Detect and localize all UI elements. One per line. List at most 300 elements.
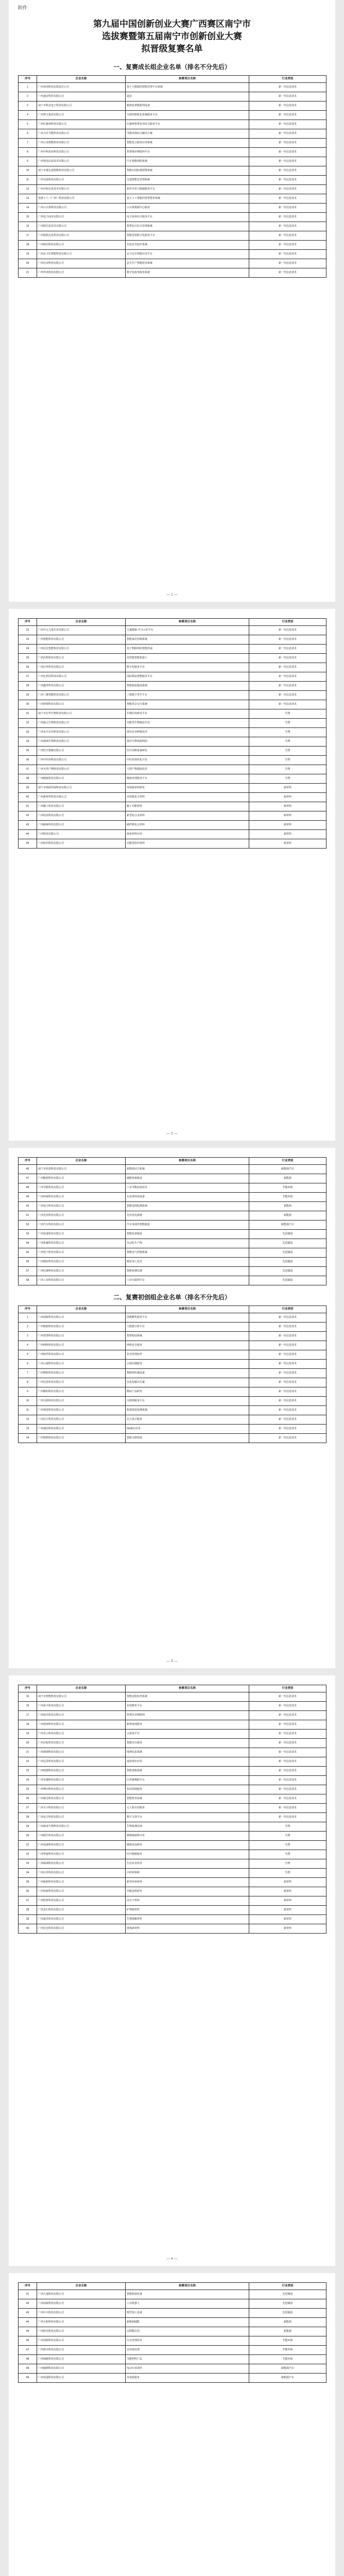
table-row	[19, 176, 326, 185]
table-row	[19, 691, 326, 700]
cell-company: 南宁市宏华生物科技有限公司	[37, 709, 126, 719]
cell-project: 地理信息系统	[126, 1748, 249, 1757]
cell-company: 广西碳素科技有限公司	[37, 821, 126, 830]
cell-company: 广西新源科技有限公司	[37, 1878, 126, 1887]
cell-industry: 新一代信息技术	[249, 166, 326, 176]
cell-industry: 新一代信息技术	[249, 148, 326, 157]
table-row	[19, 1822, 326, 1832]
cell-industry: 新一代信息技术	[249, 1425, 326, 1434]
cell-industry: 新一代信息技术	[249, 654, 326, 663]
cell-project: 生物检测试剂	[126, 1822, 249, 1832]
table-row	[19, 1692, 326, 1702]
cell-company: 广西嘉禾科技有限公司	[37, 1915, 126, 1924]
document-page-3	[9, 1148, 335, 1668]
table-row	[19, 1711, 326, 1720]
cell-no: 38	[19, 1906, 37, 1915]
cell-no: 9	[19, 1387, 37, 1397]
table-row	[19, 1313, 326, 1323]
table-row	[19, 1767, 326, 1776]
header-project: 参赛项目名称	[126, 2283, 249, 2290]
cell-industry: 新一代信息技术	[249, 1341, 326, 1350]
cell-company: 广西源生科技有限公司	[37, 1832, 126, 1841]
cell-company: 广西远景科技有限公司	[37, 1757, 126, 1767]
table-row	[19, 1165, 326, 1174]
header-no: 序号	[19, 619, 37, 626]
cell-company: 广西启航科技有限公司	[37, 1739, 126, 1748]
cell-company: 广西汉华科技有限公司	[37, 663, 126, 672]
cell-no: 31	[19, 709, 37, 719]
cell-project: 建筑新材料	[126, 1924, 249, 1934]
cell-no: 7	[19, 139, 37, 148]
table-row	[19, 129, 326, 139]
cell-company: 广西大通科技有限公司	[37, 2290, 126, 2299]
cell-company: 广西物联科技有限公司	[37, 1369, 126, 1378]
table-row	[19, 1841, 326, 1850]
cell-company: 广西仪器科技有限公司	[37, 1267, 126, 1276]
table-row	[19, 1757, 326, 1767]
table-row	[19, 1850, 326, 1859]
table-row	[19, 259, 326, 268]
cell-industry: 生物	[249, 1869, 326, 1878]
cell-company: 广西环保科技有限公司	[37, 1193, 126, 1202]
cell-no: 27	[19, 1804, 37, 1813]
cell-industry: 新一代信息技术	[249, 691, 326, 700]
cell-industry: 新一代信息技术	[249, 213, 326, 222]
table-row	[19, 635, 326, 645]
cell-company: 广西青云科技有限公司	[37, 1730, 126, 1739]
cell-company: 广西高新科技有限公司	[37, 2299, 126, 2309]
cell-industry: 新一代信息技术	[249, 120, 326, 129]
table-row	[19, 1776, 326, 1785]
table-row	[19, 663, 326, 672]
table-row	[19, 241, 326, 250]
cell-company: 广西恒通科技有限公司	[37, 2374, 126, 2383]
section-startup-title: 二、复赛初创组企业名单（排名不分先后）	[113, 1294, 231, 1301]
header-industry: 行业类别	[249, 1306, 326, 1313]
table-row	[19, 1425, 326, 1434]
cell-project: 数字化服务平台	[126, 663, 249, 672]
cell-project: 北斗定位智能应用平台	[126, 250, 249, 259]
table-row	[19, 1859, 326, 1869]
cell-industry: 新一代信息技术	[249, 1730, 326, 1739]
cell-project: 软件开发与数据服务平台	[126, 185, 249, 194]
cell-industry: 节能环保	[249, 2355, 326, 2364]
cell-no: 31	[19, 1841, 37, 1850]
cell-no: 34	[19, 1869, 37, 1878]
table-row	[19, 1794, 326, 1804]
cell-company: 广西驰骋科技有限公司	[37, 2364, 126, 2374]
table-row	[19, 1720, 326, 1730]
cell-no: 24	[19, 645, 37, 654]
table-row	[19, 1887, 326, 1896]
cell-no: 45	[19, 2327, 37, 2336]
table-row	[19, 2364, 326, 2374]
cell-company: 广西卓越科技有限公司	[37, 1776, 126, 1785]
table-row	[19, 728, 326, 737]
cell-no: 4	[19, 111, 37, 120]
cell-project: 纳米材料应用	[126, 830, 249, 839]
cell-no: 32	[19, 719, 37, 728]
cell-project: 电子商务综合服务平台	[126, 213, 249, 222]
cell-no: 23	[19, 1767, 37, 1776]
table-row	[19, 1415, 326, 1425]
cell-no: 18	[19, 241, 37, 250]
cell-no: 49	[19, 2364, 37, 2374]
cell-no: 50	[19, 2374, 37, 2383]
cell-project: 创新孵化服务平台	[126, 1313, 249, 1323]
cell-project: 智能装备制造	[126, 1230, 249, 1239]
table-row	[19, 737, 326, 747]
cell-industry: 新一代信息技术	[249, 1332, 326, 1341]
table-row	[19, 784, 326, 793]
table-row	[19, 802, 326, 811]
title-line-1: 第九届中国创新创业大赛广西赛区南宁市	[93, 19, 251, 29]
table-row	[19, 1323, 326, 1332]
table-row	[19, 204, 326, 213]
cell-no: 25	[19, 1785, 37, 1794]
cell-industry: 新一代信息技术	[249, 626, 326, 635]
cell-company: 南宁市睿亿通智能科技有限公司	[37, 166, 126, 176]
cell-project: 智能客服系统	[126, 1767, 249, 1776]
table-row	[19, 774, 326, 784]
cell-no: 46	[19, 2336, 37, 2346]
startup-table-part3	[18, 2282, 326, 2383]
cell-industry: 新一代信息技术	[249, 1757, 326, 1767]
header-company: 企业名称	[37, 1306, 126, 1313]
cell-project: 储能系统集成	[126, 1174, 249, 1183]
cell-industry: 新能源汽车	[249, 2374, 326, 2383]
cell-company: 广西鸿图科技有限公司	[37, 1748, 126, 1757]
cell-company: 广西光伏科技有限公司	[37, 1211, 126, 1221]
table-row	[19, 709, 326, 719]
cell-no: 51	[19, 1211, 37, 1221]
cell-project: 红森林智慧农业综合服务平台	[126, 120, 249, 129]
cell-industry: 新材料	[249, 802, 326, 811]
cell-no: 26	[19, 1794, 37, 1804]
table-row	[19, 1248, 326, 1258]
cell-industry: 先进制造	[249, 1230, 326, 1239]
cell-project: 新型铝合金材料	[126, 811, 249, 821]
table-row	[19, 1739, 326, 1748]
cell-project: 高分子材料	[126, 1896, 249, 1906]
cell-no: 17	[19, 1711, 37, 1720]
cell-company: 广西益康科技有限公司	[37, 1841, 126, 1850]
cell-industry: 生物	[249, 709, 326, 719]
cell-project: 数字化政务服务系统	[126, 268, 249, 278]
table-row	[19, 1896, 326, 1906]
table-row	[19, 166, 326, 176]
cell-industry: 新材料	[249, 839, 326, 849]
cell-project: 区块链溯源平台	[126, 1776, 249, 1785]
table-row	[19, 250, 326, 259]
header-company: 企业名称	[37, 76, 126, 83]
cell-company: 广西互联科技有限公司	[37, 1397, 126, 1406]
document-page-2	[9, 609, 335, 1141]
cell-project: 天然产物提取技术	[126, 765, 249, 774]
cell-industry: 新一代信息技术	[249, 1350, 326, 1360]
table-header-row	[19, 619, 326, 626]
table-row	[19, 194, 326, 204]
cell-project: 互联网服务平台	[126, 1397, 249, 1406]
cell-no: 16	[19, 222, 37, 231]
cell-no: 55	[19, 1248, 37, 1258]
cell-industry: 生物	[249, 1850, 326, 1859]
cell-no: 14	[19, 1434, 37, 1443]
cell-no: 57	[19, 1267, 37, 1276]
cell-industry: 新能源汽车	[249, 1165, 326, 1174]
cell-company: 广西工业科技有限公司	[37, 1276, 126, 1285]
cell-no: 1	[19, 83, 37, 92]
table-row	[19, 157, 326, 166]
cell-no: 3	[19, 101, 37, 111]
cell-company: 广西纺织科技有限公司	[37, 839, 126, 849]
table-row	[19, 120, 326, 129]
cell-industry: 新一代信息技术	[249, 1767, 326, 1776]
cell-industry: 新一代信息技术	[249, 101, 326, 111]
cell-project: 数控加工设备	[126, 2309, 249, 2318]
header-company: 企业名称	[37, 619, 126, 626]
table-row	[19, 1804, 326, 1813]
cell-no: 2	[19, 1323, 37, 1332]
cell-project: 碳纤维复合材料	[126, 821, 249, 830]
table-row	[19, 839, 326, 849]
cell-project: 智慧城市物联网平台	[126, 148, 249, 157]
cell-industry: 新材料	[249, 821, 326, 830]
cell-project: 安全生产智能监管系统	[126, 259, 249, 268]
cell-project: 虚拟现实应用	[126, 1757, 249, 1767]
cell-industry: 新一代信息技术	[249, 1720, 326, 1730]
cell-no: 45	[19, 839, 37, 849]
cell-project: 医疗诊断设备研发	[126, 747, 249, 756]
table-row	[19, 222, 326, 231]
cell-company: 广西芯片科技有限公司	[37, 1415, 126, 1425]
cell-no: 2	[19, 92, 37, 101]
cell-no: 8	[19, 148, 37, 157]
cell-industry: 新能源	[249, 1202, 326, 1211]
cell-industry: 先进制造	[249, 1267, 326, 1276]
cell-industry: 节能环保	[249, 1193, 326, 1202]
cell-company: 桂林十六（广西）科技有限公司	[37, 194, 126, 204]
cell-no: 15	[19, 213, 37, 222]
table-row	[19, 1730, 326, 1739]
cell-project: 中医药现代化开发	[126, 756, 249, 765]
cell-no: 22	[19, 1757, 37, 1767]
table-row	[19, 811, 326, 821]
cell-industry: 新一代信息技术	[249, 1804, 326, 1813]
cell-company: 广西宏达科技有限公司	[37, 1924, 126, 1934]
cell-project: 海洋生物资源利用	[126, 737, 249, 747]
table-row	[19, 1387, 326, 1397]
cell-company: 广西天宇科技有限公司	[37, 1804, 126, 1813]
cell-industry: 新材料	[249, 1896, 326, 1906]
cell-project: 植物提取物开发	[126, 1832, 249, 1841]
cell-project: 云游戏平台	[126, 1730, 249, 1739]
header-industry: 行业类别	[249, 1685, 326, 1692]
cell-project: 智能出行服务	[126, 1739, 249, 1748]
cell-company: 广西红森林科技有限公司	[37, 120, 126, 129]
cell-project: 功能涂料研发	[126, 1887, 249, 1896]
cell-project: 矿物新材料	[126, 1906, 249, 1915]
cell-industry: 新材料	[249, 1924, 326, 1934]
cell-project: 工业机器人	[126, 2299, 249, 2309]
cell-project: 稀土功能材料	[126, 802, 249, 811]
cell-project: 跨境电商服务	[126, 1720, 249, 1730]
table-row	[19, 2346, 326, 2355]
cell-company: 广西三维智能科技有限公司	[37, 691, 126, 700]
growth-table-part2	[18, 618, 326, 849]
cell-project: 工业互联网平台	[126, 1276, 249, 1285]
cell-project: 汽车智能网联系统	[126, 157, 249, 166]
cell-company: 广西华讯科技有限公司	[37, 268, 126, 278]
cell-company: 广西睿达科技有限公司	[37, 1794, 126, 1804]
cell-project: 精准化智能配网设备	[126, 101, 249, 111]
cell-no: 42	[19, 811, 37, 821]
cell-company: 广西节能科技有限公司	[37, 1183, 126, 1193]
table-row	[19, 1869, 326, 1878]
table-row	[19, 1406, 326, 1415]
table-row	[19, 756, 326, 765]
cell-company: 广西精密科技有限公司	[37, 1258, 126, 1267]
cell-industry: 新一代信息技术	[249, 231, 326, 241]
title-line-2: 选拔赛暨第五届南宁市创新创业大赛	[102, 31, 242, 42]
cell-no: 50	[19, 1202, 37, 1211]
cell-project: 生态农业技术	[126, 1859, 249, 1869]
cell-industry: 新一代信息技术	[249, 157, 326, 166]
table-row	[19, 2327, 326, 2336]
cell-no: 10	[19, 166, 37, 176]
cell-company: 南宁市科达电子科技有限公司	[37, 101, 126, 111]
cell-no: 13	[19, 1425, 37, 1434]
table-row	[19, 268, 326, 278]
cell-company: 广西金石科技有限公司	[37, 1906, 126, 1915]
cell-project: 知识图谱服务	[126, 1785, 249, 1794]
cell-project: 互联网智能化系统服务平台	[126, 111, 249, 120]
cell-company: 广西信息科技有限公司	[37, 1378, 126, 1387]
cell-company: 广西创新科技有限公司	[37, 1313, 126, 1323]
cell-company: 广西云众智能科技有限公司	[37, 139, 126, 148]
cell-company: 广西华康科技有限公司	[37, 1850, 126, 1859]
cell-industry: 先进制造	[249, 1258, 326, 1267]
cell-project: 芯片设计服务	[126, 1415, 249, 1425]
cell-company: 广西星火科技有限公司	[37, 1702, 126, 1711]
cell-no: 11	[19, 176, 37, 185]
cell-no: 43	[19, 821, 37, 830]
table-row	[19, 830, 326, 839]
table-row	[19, 1378, 326, 1387]
cell-industry: 新一代信息技术	[249, 1748, 326, 1757]
cell-company: 广西智迅信息技术有限公司	[37, 157, 126, 166]
cell-company: 广西中兴科技有限公司	[37, 2309, 126, 2318]
cell-company: 广西装备科技有限公司	[37, 1230, 126, 1239]
cell-no: 29	[19, 691, 37, 700]
cell-no: 42	[19, 2299, 37, 2309]
header-industry: 行业类别	[249, 619, 326, 626]
cell-no: 13	[19, 194, 37, 204]
cell-no: 6	[19, 129, 37, 139]
header-industry: 行业类别	[249, 1158, 326, 1165]
cell-no: 35	[19, 747, 37, 756]
cell-no: 28	[19, 1813, 37, 1822]
cell-no: 48	[19, 2355, 37, 2364]
header-project: 参赛项目名称	[126, 619, 249, 626]
header-company: 企业名称	[37, 2283, 126, 2290]
cell-no: 8	[19, 1378, 37, 1387]
cell-industry: 新一代信息技术	[249, 1369, 326, 1378]
cell-project: 充电桩服务	[126, 2374, 249, 2383]
cell-industry: 先进制造	[249, 2290, 326, 2299]
cell-company: 广西智能科技有限公司	[37, 635, 126, 645]
table-row	[19, 1193, 326, 1202]
cell-project: 汽车零部件智能制造	[126, 1221, 249, 1230]
cell-no: 21	[19, 268, 37, 278]
cell-project: 智能财务系统	[126, 1794, 249, 1804]
table-row	[19, 139, 326, 148]
cell-project: 交通智能化管理系统	[126, 176, 249, 185]
document-page-4	[9, 1675, 335, 2266]
cell-project: 儿童健康·学习示范平台	[126, 626, 249, 635]
cell-industry: 新一代信息技术	[249, 1378, 326, 1387]
growth-table-part1	[18, 75, 326, 278]
cell-industry: 新一代信息技术	[249, 1692, 326, 1702]
cell-company: 广西博识科技有限公司	[37, 1785, 126, 1794]
table-header-row	[19, 76, 326, 83]
cell-project: 智能家居控制系统	[126, 635, 249, 645]
cell-no: 25	[19, 654, 37, 663]
table-row	[19, 83, 326, 92]
cell-industry: 新一代信息技术	[249, 185, 326, 194]
cell-project: 高性能复合材料	[126, 793, 249, 802]
cell-company: 广西亚创科技有限责任公司	[37, 83, 126, 92]
table-row	[19, 1267, 326, 1276]
cell-industry: 生物	[249, 1859, 326, 1869]
cell-industry: 先进制造	[249, 1239, 326, 1248]
cell-project: 健康管理服务平台	[126, 774, 249, 784]
table-row	[19, 700, 326, 709]
cell-project: 智能检测仪器	[126, 1267, 249, 1276]
cell-industry: 先进制造	[249, 2299, 326, 2309]
cell-industry: 先进制造	[249, 2309, 326, 2318]
cell-no: 44	[19, 2318, 37, 2327]
cell-industry: 新材料	[249, 784, 326, 793]
cell-company: 广西海纳生物科技有限公司	[37, 737, 126, 747]
cell-no: 52	[19, 1221, 37, 1230]
cell-no: 54	[19, 1239, 37, 1248]
table-row	[19, 2374, 326, 2383]
cell-company: 广西数据科技有限公司	[37, 1323, 126, 1332]
cell-industry: 新能源	[249, 1174, 326, 1183]
cell-industry: 生物	[249, 747, 326, 756]
cell-no: 12	[19, 1415, 37, 1425]
table-row	[19, 2309, 326, 2318]
cell-industry: 节能环保	[249, 1183, 326, 1193]
table-row	[19, 672, 326, 682]
table-row	[19, 148, 326, 157]
table-row	[19, 2355, 326, 2364]
cell-company: 广西汽车科技有限公司	[37, 1221, 126, 1230]
header-company: 企业名称	[37, 1685, 126, 1692]
page-number: — 4 —	[166, 2257, 178, 2261]
cell-industry: 生物	[249, 1841, 326, 1850]
table-row	[19, 765, 326, 774]
cell-industry: 节能环保	[249, 2336, 326, 2346]
table-row	[19, 1230, 326, 1239]
cell-company: 广西盈联信息科技有限公司	[37, 231, 126, 241]
cell-no: 14	[19, 204, 37, 213]
table-row	[19, 1221, 326, 1230]
cell-industry: 新一代信息技术	[249, 111, 326, 120]
cell-project: 数字文创平台	[126, 1813, 249, 1822]
cell-project: 水环境治理	[126, 2346, 249, 2355]
